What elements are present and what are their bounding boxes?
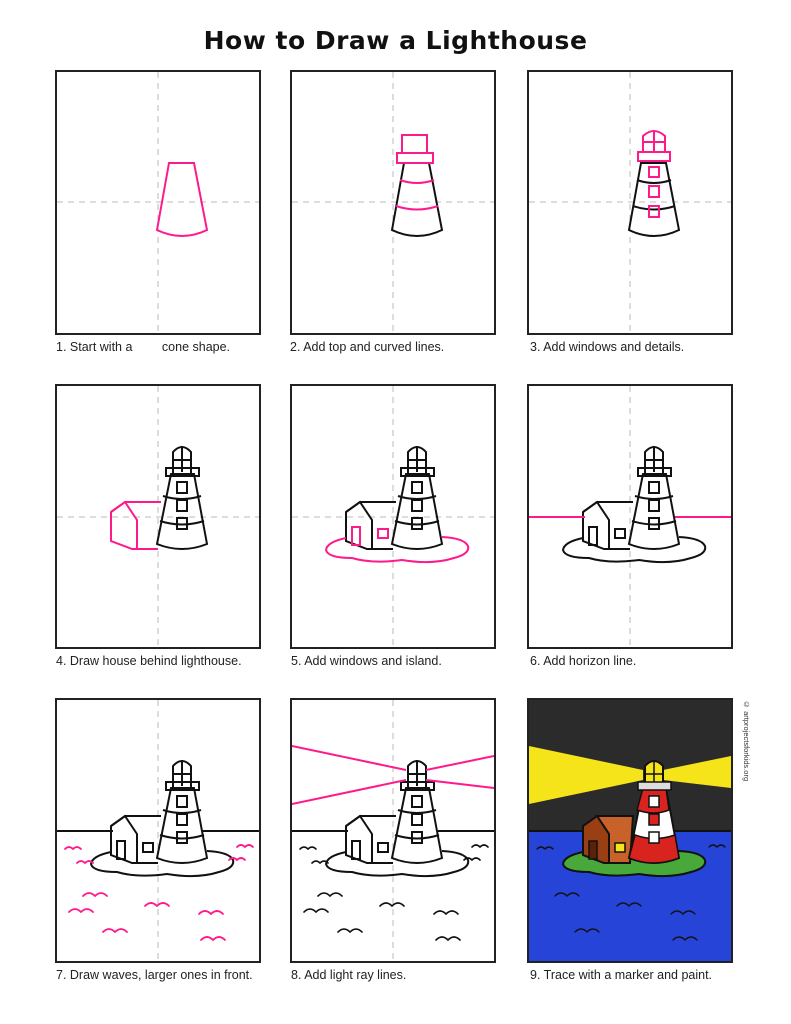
- step-8-panel: [290, 698, 496, 963]
- step-1-caption-end: cone shape.: [161, 340, 231, 354]
- step-2-panel: [290, 70, 496, 335]
- step-9-caption: 9. Trace with a marker and paint.: [530, 968, 713, 982]
- step-5-drawing: [292, 386, 494, 647]
- step-2-caption: 2. Add top and curved lines.: [290, 340, 445, 354]
- copyright-credit: © artprojectsforkids.org: [742, 700, 751, 782]
- step-9-panel: [527, 698, 733, 963]
- step-4-drawing: [57, 386, 259, 647]
- step-1-caption: [56, 340, 230, 354]
- step-7-panel: [55, 698, 261, 963]
- step-4-caption: 4. Draw house behind lighthouse.: [56, 654, 242, 668]
- step-3-drawing: [529, 72, 731, 333]
- step-5-caption: 5. Add windows and island.: [291, 654, 442, 668]
- page-title: How to Draw a Lighthouse: [203, 26, 588, 55]
- step-1-caption-start: 1. Start with a: [56, 340, 133, 354]
- step-4-panel: [55, 384, 261, 649]
- step-1-drawing: [57, 72, 259, 333]
- step-5-panel: [290, 384, 496, 649]
- step-8-caption: 8. Add light ray lines.: [291, 968, 407, 982]
- step-2-drawing: [292, 72, 494, 333]
- step-6-drawing: [529, 386, 731, 647]
- step-1-panel: [55, 70, 261, 335]
- step-6-panel: [527, 384, 733, 649]
- step-9-painting: [529, 700, 731, 961]
- step-3-panel: [527, 70, 733, 335]
- step-6-caption: 6. Add horizon line.: [530, 654, 637, 668]
- step-7-drawing: [57, 700, 259, 961]
- step-7-caption: 7. Draw waves, larger ones in front.: [56, 968, 253, 982]
- step-3-caption: 3. Add windows and details.: [530, 340, 685, 354]
- step-8-drawing: [292, 700, 494, 961]
